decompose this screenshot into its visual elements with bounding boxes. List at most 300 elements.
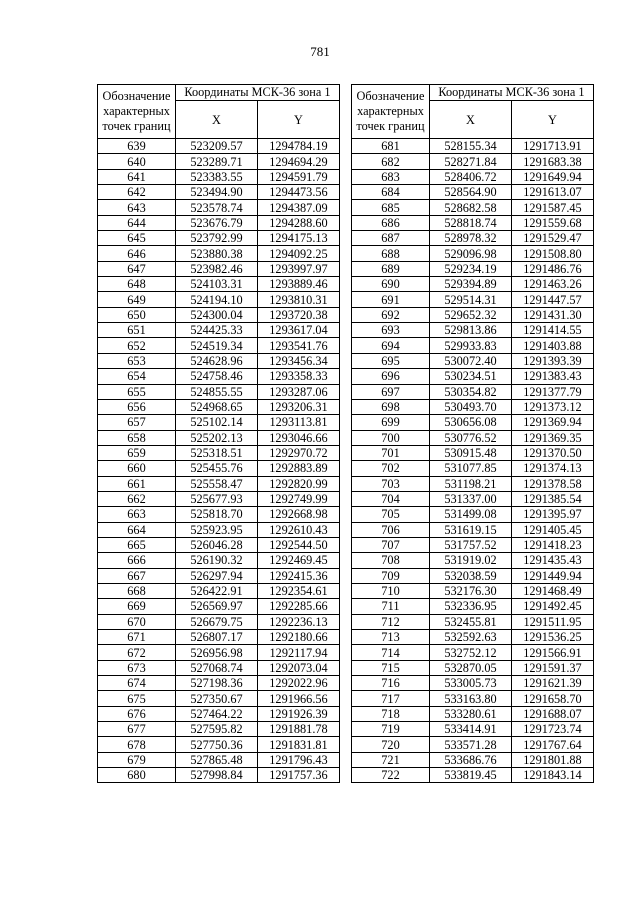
y-coordinate-cell: 1293206.31	[258, 399, 340, 414]
x-coordinate-cell: 524855.55	[176, 384, 258, 399]
x-coordinate-cell: 525455.76	[176, 461, 258, 476]
x-coordinate-cell: 526956.98	[176, 645, 258, 660]
y-coordinate-cell: 1291486.76	[512, 261, 594, 276]
y-coordinate-cell: 1291591.37	[512, 660, 594, 675]
x-coordinate-cell: 524758.46	[176, 369, 258, 384]
y-header: Y	[512, 101, 594, 139]
y-coordinate-cell: 1291373.12	[512, 399, 594, 414]
y-coordinate-cell: 1291966.56	[258, 691, 340, 706]
point-number-cell: 681	[352, 139, 430, 154]
table-row	[98, 246, 340, 261]
y-coordinate-cell: 1291431.30	[512, 307, 594, 322]
x-coordinate-cell: 527068.74	[176, 660, 258, 675]
point-number-cell: 673	[98, 660, 176, 675]
y-coordinate-cell: 1292820.99	[258, 476, 340, 491]
x-coordinate-cell: 524300.04	[176, 307, 258, 322]
x-coordinate-cell: 523578.74	[176, 200, 258, 215]
x-coordinate-cell: 531337.00	[430, 491, 512, 506]
x-coordinate-cell: 527865.48	[176, 752, 258, 767]
y-coordinate-cell: 1291508.80	[512, 246, 594, 261]
y-coordinate-cell: 1291796.43	[258, 752, 340, 767]
y-coordinate-cell: 1291683.38	[512, 154, 594, 169]
x-coordinate-cell: 533571.28	[430, 737, 512, 752]
table-row	[352, 507, 594, 522]
y-coordinate-cell: 1293541.76	[258, 338, 340, 353]
y-coordinate-cell: 1291369.94	[512, 415, 594, 430]
y-coordinate-cell: 1291468.49	[512, 583, 594, 598]
x-coordinate-cell: 525818.70	[176, 507, 258, 522]
x-coordinate-cell: 527750.36	[176, 737, 258, 752]
x-coordinate-cell: 526569.97	[176, 599, 258, 614]
y-coordinate-cell: 1291377.79	[512, 384, 594, 399]
point-number-cell: 697	[352, 384, 430, 399]
table-row	[352, 169, 594, 184]
table-row	[352, 307, 594, 322]
table-row	[352, 691, 594, 706]
y-coordinate-cell: 1292236.13	[258, 614, 340, 629]
y-coordinate-cell: 1293617.04	[258, 323, 340, 338]
x-coordinate-cell: 524194.10	[176, 292, 258, 307]
y-coordinate-cell: 1293456.34	[258, 353, 340, 368]
x-coordinate-cell: 531198.21	[430, 476, 512, 491]
x-coordinate-cell: 530072.40	[430, 353, 512, 368]
x-coordinate-cell: 524103.31	[176, 277, 258, 292]
y-coordinate-cell: 1291374.13	[512, 461, 594, 476]
x-coordinate-cell: 523289.71	[176, 154, 258, 169]
table-row	[352, 323, 594, 338]
point-number-cell: 677	[98, 722, 176, 737]
table-row	[352, 384, 594, 399]
y-coordinate-cell: 1294288.60	[258, 215, 340, 230]
x-coordinate-cell: 529394.89	[430, 277, 512, 292]
point-number-cell: 718	[352, 706, 430, 721]
table-row	[352, 338, 594, 353]
point-number-cell: 710	[352, 583, 430, 598]
x-coordinate-cell: 526190.32	[176, 553, 258, 568]
table-row	[352, 476, 594, 491]
y-coordinate-cell: 1291418.23	[512, 537, 594, 552]
y-coordinate-cell: 1293889.46	[258, 277, 340, 292]
x-header: X	[430, 101, 512, 139]
point-number-cell: 684	[352, 185, 430, 200]
point-number-cell: 701	[352, 445, 430, 460]
point-number-cell: 704	[352, 491, 430, 506]
y-coordinate-cell: 1293287.06	[258, 384, 340, 399]
table-row	[98, 323, 340, 338]
table-row	[98, 399, 340, 414]
y-coordinate-cell: 1292117.94	[258, 645, 340, 660]
table-row	[98, 537, 340, 552]
point-number-cell: 695	[352, 353, 430, 368]
table-row	[98, 630, 340, 645]
table-body-left	[98, 139, 340, 783]
table-row	[98, 261, 340, 276]
x-coordinate-cell: 527198.36	[176, 676, 258, 691]
table-row	[352, 676, 594, 691]
y-coordinate-cell: 1291449.94	[512, 568, 594, 583]
table-row	[98, 568, 340, 583]
table-row	[98, 491, 340, 506]
table-row	[352, 139, 594, 154]
x-coordinate-cell: 527350.67	[176, 691, 258, 706]
table-row	[352, 246, 594, 261]
point-number-cell: 672	[98, 645, 176, 660]
x-coordinate-cell: 523383.55	[176, 169, 258, 184]
table-row	[352, 491, 594, 506]
y-coordinate-cell: 1291559.68	[512, 215, 594, 230]
table-row	[98, 369, 340, 384]
x-coordinate-cell: 528271.84	[430, 154, 512, 169]
point-number-cell: 655	[98, 384, 176, 399]
x-coordinate-cell: 528155.34	[430, 139, 512, 154]
designation-header: Обозначение характерных точек границ	[352, 85, 430, 139]
designation-header: Обозначение характерных точек границ	[98, 85, 176, 139]
coordinates-table-right	[351, 84, 594, 783]
y-coordinate-cell: 1291378.58	[512, 476, 594, 491]
point-number-cell: 639	[98, 139, 176, 154]
y-coordinate-cell: 1291767.64	[512, 737, 594, 752]
y-coordinate-cell: 1291393.39	[512, 353, 594, 368]
point-number-cell: 646	[98, 246, 176, 261]
y-coordinate-cell: 1292668.98	[258, 507, 340, 522]
x-coordinate-cell: 524519.34	[176, 338, 258, 353]
table-row	[352, 430, 594, 445]
table-row	[98, 768, 340, 783]
x-coordinate-cell: 526807.17	[176, 630, 258, 645]
y-coordinate-cell: 1293997.97	[258, 261, 340, 276]
y-coordinate-cell: 1292354.61	[258, 583, 340, 598]
y-coordinate-cell: 1294784.19	[258, 139, 340, 154]
y-coordinate-cell: 1291435.43	[512, 553, 594, 568]
table-row	[98, 583, 340, 598]
point-number-cell: 675	[98, 691, 176, 706]
point-number-cell: 649	[98, 292, 176, 307]
point-number-cell: 674	[98, 676, 176, 691]
table-row	[352, 706, 594, 721]
y-coordinate-cell: 1291492.45	[512, 599, 594, 614]
y-coordinate-cell: 1292285.66	[258, 599, 340, 614]
x-coordinate-cell: 525202.13	[176, 430, 258, 445]
x-coordinate-cell: 529652.32	[430, 307, 512, 322]
x-coordinate-cell: 530493.70	[430, 399, 512, 414]
y-coordinate-cell: 1291843.14	[512, 768, 594, 783]
y-coordinate-cell: 1291395.97	[512, 507, 594, 522]
x-coordinate-cell: 528564.90	[430, 185, 512, 200]
point-number-cell: 656	[98, 399, 176, 414]
x-header: X	[176, 101, 258, 139]
y-coordinate-cell: 1294591.79	[258, 169, 340, 184]
point-number-cell: 689	[352, 261, 430, 276]
table-row	[98, 645, 340, 660]
table-row	[98, 338, 340, 353]
table-row	[352, 553, 594, 568]
y-coordinate-cell: 1291881.78	[258, 722, 340, 737]
x-coordinate-cell: 526679.75	[176, 614, 258, 629]
x-coordinate-cell: 529813.86	[430, 323, 512, 338]
table-row	[352, 614, 594, 629]
y-coordinate-cell: 1291369.35	[512, 430, 594, 445]
table-row	[98, 185, 340, 200]
x-coordinate-cell: 523676.79	[176, 215, 258, 230]
y-coordinate-cell: 1292073.04	[258, 660, 340, 675]
x-coordinate-cell: 528406.72	[430, 169, 512, 184]
table-row	[98, 676, 340, 691]
y-coordinate-cell: 1294092.25	[258, 246, 340, 261]
y-coordinate-cell: 1294694.29	[258, 154, 340, 169]
point-number-cell: 662	[98, 491, 176, 506]
point-number-cell: 647	[98, 261, 176, 276]
table-row	[98, 706, 340, 721]
x-coordinate-cell: 530656.08	[430, 415, 512, 430]
table-row	[352, 215, 594, 230]
x-coordinate-cell: 523209.57	[176, 139, 258, 154]
point-number-cell: 705	[352, 507, 430, 522]
point-number-cell: 698	[352, 399, 430, 414]
point-number-cell: 640	[98, 154, 176, 169]
table-row	[98, 200, 340, 215]
y-coordinate-cell: 1291801.88	[512, 752, 594, 767]
table-row	[98, 415, 340, 430]
point-number-cell: 641	[98, 169, 176, 184]
point-number-cell: 708	[352, 553, 430, 568]
table-row	[352, 231, 594, 246]
table-row	[98, 614, 340, 629]
table-row	[98, 231, 340, 246]
table-row	[352, 277, 594, 292]
x-coordinate-cell: 525677.93	[176, 491, 258, 506]
point-number-cell: 668	[98, 583, 176, 598]
y-coordinate-cell: 1291383.43	[512, 369, 594, 384]
table-row	[352, 537, 594, 552]
table-row	[98, 307, 340, 322]
table-body-right	[352, 139, 594, 783]
point-number-cell: 687	[352, 231, 430, 246]
x-coordinate-cell: 529933.83	[430, 338, 512, 353]
y-coordinate-cell: 1294175.13	[258, 231, 340, 246]
table-row	[352, 737, 594, 752]
table-row	[98, 139, 340, 154]
point-number-cell: 707	[352, 537, 430, 552]
point-number-cell: 699	[352, 415, 430, 430]
point-number-cell: 709	[352, 568, 430, 583]
point-number-cell: 694	[352, 338, 430, 353]
y-coordinate-cell: 1292469.45	[258, 553, 340, 568]
y-coordinate-cell: 1292883.89	[258, 461, 340, 476]
y-coordinate-cell: 1291831.81	[258, 737, 340, 752]
point-number-cell: 652	[98, 338, 176, 353]
x-coordinate-cell: 525102.14	[176, 415, 258, 430]
point-number-cell: 654	[98, 369, 176, 384]
point-number-cell: 712	[352, 614, 430, 629]
x-coordinate-cell: 531619.15	[430, 522, 512, 537]
point-number-cell: 665	[98, 537, 176, 552]
x-coordinate-cell: 530776.52	[430, 430, 512, 445]
table-row	[352, 369, 594, 384]
table-row	[352, 445, 594, 460]
y-coordinate-cell: 1291463.26	[512, 277, 594, 292]
table-row	[98, 752, 340, 767]
point-number-cell: 679	[98, 752, 176, 767]
y-coordinate-cell: 1291447.57	[512, 292, 594, 307]
x-coordinate-cell: 531077.85	[430, 461, 512, 476]
table-row	[98, 522, 340, 537]
x-coordinate-cell: 529096.98	[430, 246, 512, 261]
coordinates-header: Координаты МСК-36 зона 1	[176, 85, 340, 101]
point-number-cell: 721	[352, 752, 430, 767]
x-coordinate-cell: 527595.82	[176, 722, 258, 737]
y-coordinate-cell: 1292970.72	[258, 445, 340, 460]
x-coordinate-cell: 523880.38	[176, 246, 258, 261]
y-coordinate-cell: 1291723.74	[512, 722, 594, 737]
x-coordinate-cell: 528818.74	[430, 215, 512, 230]
point-number-cell: 642	[98, 185, 176, 200]
x-coordinate-cell: 533414.91	[430, 722, 512, 737]
x-coordinate-cell: 523494.90	[176, 185, 258, 200]
point-number-cell: 667	[98, 568, 176, 583]
point-number-cell: 711	[352, 599, 430, 614]
table-row	[352, 752, 594, 767]
y-coordinate-cell: 1291529.47	[512, 231, 594, 246]
table-row	[352, 292, 594, 307]
coordinates-header: Координаты МСК-36 зона 1	[430, 85, 594, 101]
point-number-cell: 700	[352, 430, 430, 445]
point-number-cell: 657	[98, 415, 176, 430]
point-number-cell: 683	[352, 169, 430, 184]
point-number-cell: 714	[352, 645, 430, 660]
y-coordinate-cell: 1291621.39	[512, 676, 594, 691]
table-row	[352, 583, 594, 598]
point-number-cell: 651	[98, 323, 176, 338]
table-row	[352, 353, 594, 368]
y-coordinate-cell: 1292749.99	[258, 491, 340, 506]
point-number-cell: 671	[98, 630, 176, 645]
y-coordinate-cell: 1291757.36	[258, 768, 340, 783]
table-row	[98, 430, 340, 445]
x-coordinate-cell: 526422.91	[176, 583, 258, 598]
point-number-cell: 670	[98, 614, 176, 629]
table-row	[352, 660, 594, 675]
x-coordinate-cell: 530234.51	[430, 369, 512, 384]
point-number-cell: 678	[98, 737, 176, 752]
y-coordinate-cell: 1291613.07	[512, 185, 594, 200]
page-number: 781	[310, 44, 330, 59]
x-coordinate-cell: 524425.33	[176, 323, 258, 338]
point-number-cell: 717	[352, 691, 430, 706]
y-coordinate-cell: 1291385.54	[512, 491, 594, 506]
y-coordinate-cell: 1291926.39	[258, 706, 340, 721]
point-number-cell: 692	[352, 307, 430, 322]
point-number-cell: 644	[98, 215, 176, 230]
point-number-cell: 713	[352, 630, 430, 645]
table-row	[98, 154, 340, 169]
table-row	[352, 568, 594, 583]
table-row	[98, 599, 340, 614]
table-row	[352, 261, 594, 276]
y-coordinate-cell: 1291658.70	[512, 691, 594, 706]
table-row	[352, 399, 594, 414]
x-coordinate-cell: 527464.22	[176, 706, 258, 721]
x-coordinate-cell: 532038.59	[430, 568, 512, 583]
x-coordinate-cell: 531919.02	[430, 553, 512, 568]
point-number-cell: 702	[352, 461, 430, 476]
point-number-cell: 643	[98, 200, 176, 215]
y-coordinate-cell: 1291536.25	[512, 630, 594, 645]
y-coordinate-cell: 1293810.31	[258, 292, 340, 307]
table-row	[98, 476, 340, 491]
table-row	[352, 522, 594, 537]
point-number-cell: 686	[352, 215, 430, 230]
x-coordinate-cell: 529234.19	[430, 261, 512, 276]
x-coordinate-cell: 525558.47	[176, 476, 258, 491]
x-coordinate-cell: 529514.31	[430, 292, 512, 307]
x-coordinate-cell: 527998.84	[176, 768, 258, 783]
point-number-cell: 669	[98, 599, 176, 614]
x-coordinate-cell: 533005.73	[430, 676, 512, 691]
point-number-cell: 664	[98, 522, 176, 537]
point-number-cell: 658	[98, 430, 176, 445]
table-row	[98, 553, 340, 568]
y-coordinate-cell: 1291414.55	[512, 323, 594, 338]
x-coordinate-cell: 526046.28	[176, 537, 258, 552]
y-coordinate-cell: 1292180.66	[258, 630, 340, 645]
y-coordinate-cell: 1291587.45	[512, 200, 594, 215]
table-row	[352, 645, 594, 660]
x-coordinate-cell: 532176.30	[430, 583, 512, 598]
table-row	[352, 154, 594, 169]
y-coordinate-cell: 1292610.43	[258, 522, 340, 537]
y-coordinate-cell: 1291403.88	[512, 338, 594, 353]
point-number-cell: 688	[352, 246, 430, 261]
x-coordinate-cell: 530354.82	[430, 384, 512, 399]
table-row	[352, 768, 594, 783]
point-number-cell: 661	[98, 476, 176, 491]
x-coordinate-cell: 532336.95	[430, 599, 512, 614]
y-coordinate-cell: 1292022.96	[258, 676, 340, 691]
point-number-cell: 653	[98, 353, 176, 368]
y-coordinate-cell: 1292544.50	[258, 537, 340, 552]
x-coordinate-cell: 525923.95	[176, 522, 258, 537]
x-coordinate-cell: 533686.76	[430, 752, 512, 767]
point-number-cell: 719	[352, 722, 430, 737]
point-number-cell: 716	[352, 676, 430, 691]
x-coordinate-cell: 528978.32	[430, 231, 512, 246]
y-coordinate-cell: 1294473.56	[258, 185, 340, 200]
point-number-cell: 703	[352, 476, 430, 491]
point-number-cell: 650	[98, 307, 176, 322]
point-number-cell: 696	[352, 369, 430, 384]
point-number-cell: 715	[352, 660, 430, 675]
table-row	[98, 507, 340, 522]
y-coordinate-cell: 1293358.33	[258, 369, 340, 384]
x-coordinate-cell: 531499.08	[430, 507, 512, 522]
y-coordinate-cell: 1291370.50	[512, 445, 594, 460]
table-row	[98, 722, 340, 737]
point-number-cell: 660	[98, 461, 176, 476]
x-coordinate-cell: 533819.45	[430, 768, 512, 783]
y-coordinate-cell: 1293113.81	[258, 415, 340, 430]
x-coordinate-cell: 526297.94	[176, 568, 258, 583]
table-row	[98, 215, 340, 230]
y-coordinate-cell: 1291511.95	[512, 614, 594, 629]
x-coordinate-cell: 532592.63	[430, 630, 512, 645]
x-coordinate-cell: 525318.51	[176, 445, 258, 460]
y-coordinate-cell: 1291688.07	[512, 706, 594, 721]
table-row	[98, 461, 340, 476]
table-row	[98, 277, 340, 292]
y-coordinate-cell: 1293046.66	[258, 430, 340, 445]
table-row	[98, 445, 340, 460]
y-coordinate-cell: 1291566.91	[512, 645, 594, 660]
